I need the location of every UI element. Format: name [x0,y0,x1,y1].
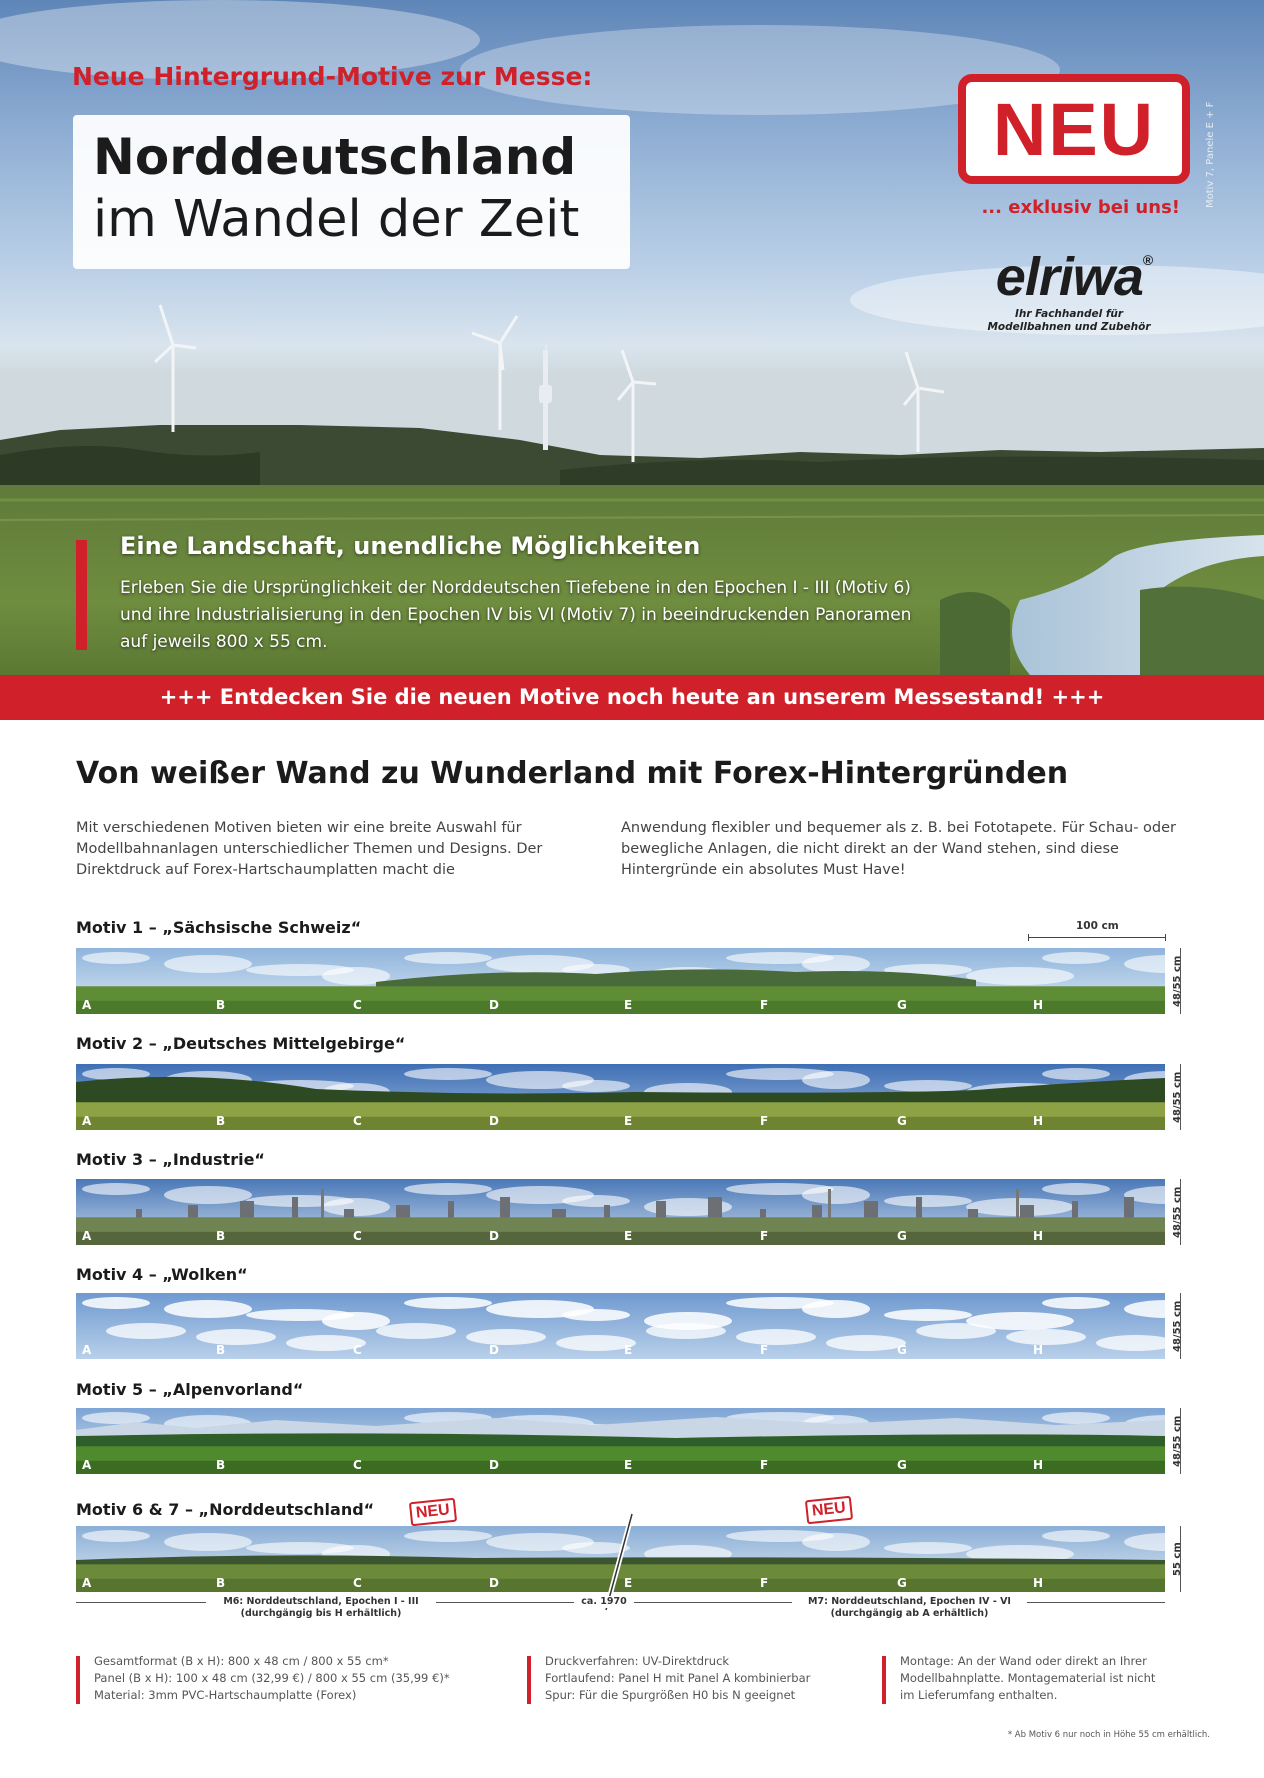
panel-letter-a: A [82,1229,92,1243]
hero-paragraph: Erleben Sie die Ursprünglichkeit der Norddeutschen Tiefebene in den Epochen I - III (Motiv 6) und ihre Industrialisierung in den Epochen IV bis VI (Motiv 7) in beeindruckenden Panoramen auf jeweils 800 x 55 cm. [120,578,912,652]
panel-letter-c: C [353,998,362,1012]
panel-letter-h: H [1033,1576,1044,1590]
motiv-strip-3 [76,1179,1165,1245]
panel-letter-f: F [760,998,769,1012]
page-title: Norddeutschland [93,128,577,186]
promo-bar: +++ Entdecken Sie die neuen Motive noch heute an unserem Messestand! +++ [0,675,1264,720]
panel-letter-b: B [216,1114,226,1128]
panel-letter-d: D [489,998,499,1012]
dimension-label-2: 48/55 cm [1172,1071,1183,1123]
panel-letter-g: G [897,1458,907,1472]
panel-letter-d: D [489,1458,499,1472]
panel-letter-e: E [624,998,633,1012]
panel-letter-b: B [216,1343,226,1357]
panel-letter-h: H [1033,1229,1044,1243]
panel-letter-e: E [624,1114,633,1128]
neu-badge: NEU [958,74,1190,184]
motiv-label-3: Motiv 3 – „Industrie“ [76,1150,265,1169]
spec-druck: Druckverfahren: UV-Direktdruck [545,1654,730,1668]
panel-letter-h: H [1033,998,1044,1012]
timeline-m7-line2: (durchgängig ab A erhältlich) [830,1608,989,1619]
title-box [73,115,630,269]
dimension-label-3: 48/55 cm [1172,1186,1183,1238]
spec-bar-1 [76,1656,80,1704]
motiv-image-2 [76,1064,1165,1130]
motiv-label-4: Motiv 4 – „Wolken“ [76,1265,248,1284]
panel-letter-d: D [489,1229,499,1243]
motiv-label-2: Motiv 2 – „Deutsches Mittelgebirge“ [76,1034,406,1053]
panel-letter-a: A [82,1458,92,1472]
spec-montage-2: Modellbahnplatte. Montagematerial ist nicht [900,1671,1156,1685]
motiv-image-5 [76,1408,1165,1474]
panel-letter-f: F [760,1458,769,1472]
panel-letter-f: F [760,1114,769,1128]
panel-letter-c: C [353,1576,362,1590]
spec-spur: Spur: Für die Spurgrößen H0 bis N geeignet [545,1688,796,1702]
intro-left: Mit verschiedenen Motiven bieten wir eine breite Auswahl für Modellbahnanlagen unterschiedlicher Themen und Designs. Der Direktdruck auf Forex-Hartschaumplatten macht die [76,820,543,878]
footnote: * Ab Motiv 6 nur noch in Höhe 55 cm erhältlich. [1007,1730,1210,1740]
brand-tagline-line1: Ihr Fachhandel für [1014,308,1124,320]
panel-letter-b: B [216,1229,226,1243]
scale-label: 100 cm [1076,920,1119,932]
motiv-strip-2 [76,1064,1165,1130]
timeline-m7 [792,1596,1027,1620]
panel-letter-g: G [897,1576,907,1590]
dimension-label-6: 55 cm [1172,1542,1183,1576]
panel-letter-g: G [897,1343,907,1357]
panel-letter-c: C [353,1114,362,1128]
timeline-m7-line1: M7: Norddeutschland, Epochen IV - VI [808,1596,1011,1607]
spec-format: Gesamtformat (B x H): 800 x 48 cm / 800 x 55 cm* [94,1654,389,1668]
panel-letter-h: H [1033,1458,1044,1472]
hero-banner [0,0,1264,720]
panel-letter-a: A [82,1343,92,1357]
motiv-label-1: Motiv 1 – „Sächsische Schweiz“ [76,918,362,937]
brand-logo [958,246,1190,308]
spec-bar-2 [527,1656,531,1704]
panel-letter-b: B [216,1576,226,1590]
dimension-label-1: 48/55 cm [1172,955,1183,1007]
panel-letter-e: E [624,1458,633,1472]
exklusiv-text: ... exklusiv bei uns! [981,197,1180,218]
panel-letter-c: C [353,1229,362,1243]
timeline-m6-line2: (durchgängig bis H erhältlich) [240,1608,402,1619]
spec-fortlaufend: Fortlaufend: Panel H mit Panel A kombinierbar [545,1671,811,1685]
page-subtitle: im Wandel der Zeit [93,190,580,249]
motiv-image-1 [76,948,1165,1014]
panel-letter-e: E [624,1229,633,1243]
spec-col-1 [94,1653,514,1704]
spec-montage-3: im Lieferumfang enthalten. [900,1688,1058,1702]
motiv-label-5: Motiv 5 – „Alpenvorland“ [76,1380,304,1399]
spec-col-3 [900,1653,1200,1704]
panel-letter-h: H [1033,1343,1044,1357]
dimension-label-5: 48/55 cm [1172,1415,1183,1467]
panel-letter-f: F [760,1229,769,1243]
spec-panel: Panel (B x H): 100 x 48 cm (32,99 €) / 800 x 55 cm (35,99 €)* [94,1671,450,1685]
brand-tagline [958,308,1180,334]
panel-letter-c: C [353,1458,362,1472]
panel-letter-a: A [82,1576,92,1590]
panel-letter-g: G [897,1114,907,1128]
panel-letter-h: H [1033,1114,1044,1128]
registered-mark: ® [1142,252,1153,268]
brand-name: elriwa [995,247,1143,307]
hero-accent-bar [76,540,87,650]
panel-letter-g: G [897,998,907,1012]
neu-stamp-1: NEU [409,1498,457,1527]
panel-letter-d: D [489,1343,499,1357]
panel-letter-b: B [216,998,226,1012]
panel-letter-d: D [489,1114,499,1128]
section-title: Von weißer Wand zu Wunderland mit Forex-Hintergründen [76,756,1069,791]
neu-stamp-2: NEU [805,1496,853,1525]
intro-right: Anwendung flexibler und bequemer als z. B. bei Fototapete. Für Schau- oder bewegliche Anlagen, die nicht direkt an der Wand stehen, sind diese Hintergründe ein absolutes Must Have! [621,820,1177,878]
panel-letter-f: F [760,1576,769,1590]
motiv-strip-4 [76,1293,1165,1359]
motiv-strip-1 [76,948,1165,1014]
timeline-ca: ca. 1970 [574,1596,634,1608]
dimension-label-4: 48/55 cm [1172,1300,1183,1352]
timeline-m6-line1: M6: Norddeutschland, Epochen I - III [223,1596,419,1607]
motiv-strip-5 [76,1408,1165,1474]
panel-letter-c: C [353,1343,362,1357]
motiv-image-3 [76,1179,1165,1245]
panel-letter-b: B [216,1458,226,1472]
panel-letter-d: D [489,1576,499,1590]
photo-credit-note: Motiv 7, Panele E + F [1205,101,1216,209]
panel-letter-a: A [82,1114,92,1128]
brand-tagline-line2: Modellbahnen und Zubehör [987,321,1151,333]
panel-letter-a: A [82,998,92,1012]
spec-material: Material: 3mm PVC-Hartschaumplatte (Forex) [94,1688,357,1702]
spec-bar-3 [882,1656,886,1704]
panel-letter-e: E [624,1576,633,1590]
timeline-m6 [206,1596,436,1620]
spec-col-2 [545,1653,865,1704]
scale-bar [1028,937,1166,938]
hero-kicker: Neue Hintergrund-Motive zur Messe: [72,62,593,91]
spec-montage-1: Montage: An der Wand oder direkt an Ihrer [900,1654,1147,1668]
panel-letter-g: G [897,1229,907,1243]
motiv-image-4 [76,1293,1165,1359]
panel-letter-e: E [624,1343,633,1357]
hero-headline: Eine Landschaft, unendliche Möglichkeiten [120,532,701,560]
panel-letter-f: F [760,1343,769,1357]
motiv-label-6: Motiv 6 & 7 – „Norddeutschland“ [76,1500,375,1519]
